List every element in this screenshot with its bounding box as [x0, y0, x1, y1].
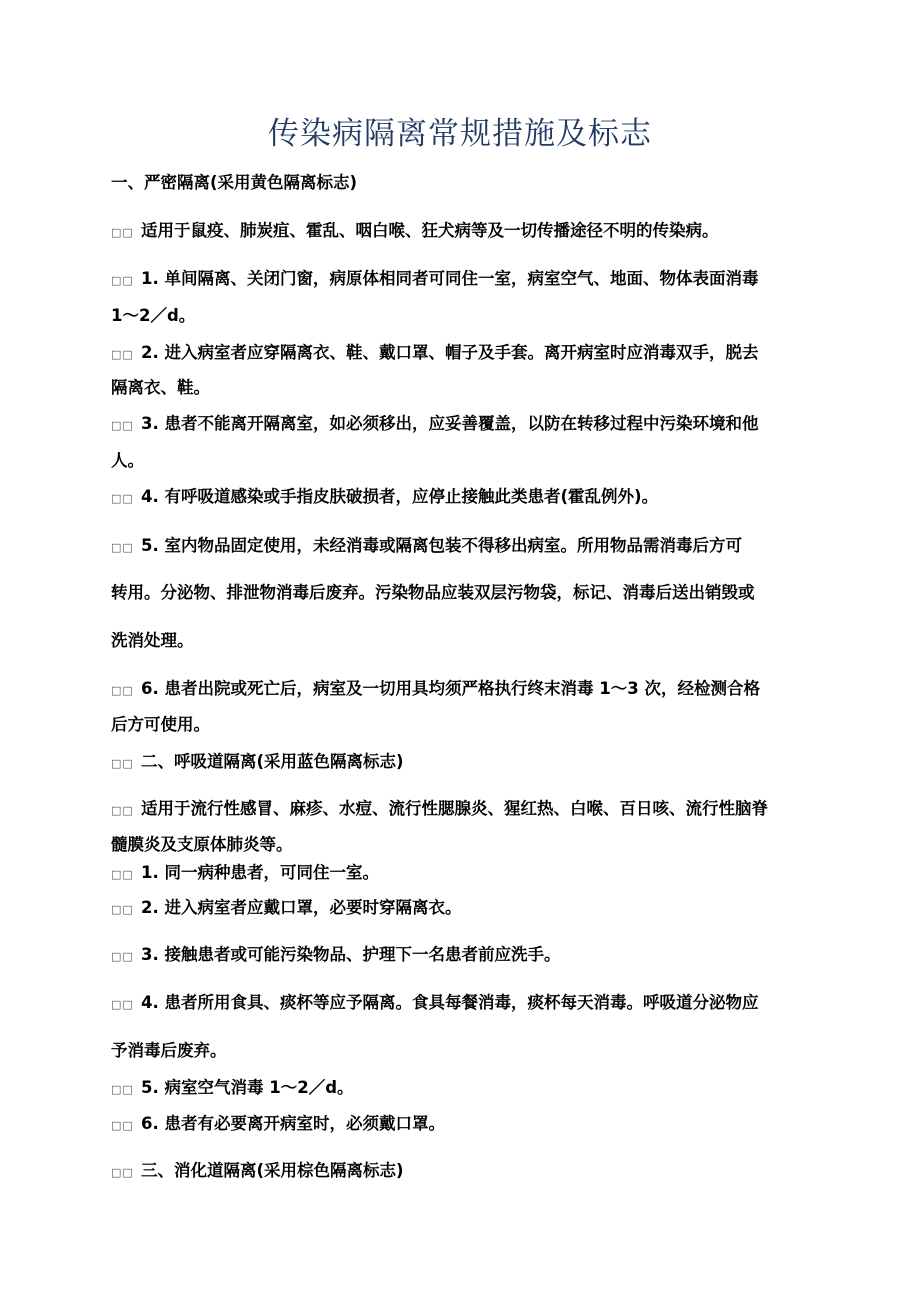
- indent-marker: [111, 751, 141, 775]
- section-heading-respiratory-isolation: □□二、呼吸道隔离(采用蓝色隔离标志): [111, 751, 811, 775]
- indent-marker: [111, 220, 141, 244]
- paragraph-line: 后方可使用。: [111, 715, 210, 734]
- indent-marker: [111, 486, 141, 510]
- indent-marker: [111, 944, 141, 968]
- indent-marker: [111, 1113, 141, 1137]
- paragraph-line: 转用。分泌物、排泄物消毒后废弃。污染物品应装双层污物袋，标记、消毒后送出销毁或: [111, 583, 755, 602]
- indent-marker: [111, 268, 141, 292]
- paragraph-line: 隔离衣、鞋。: [111, 378, 210, 397]
- paragraph-line: 1～2／d。: [111, 306, 196, 325]
- indent-marker: [111, 413, 141, 437]
- indent-marker: [111, 535, 141, 559]
- paragraph-line: □□4. 患者所用食具、痰杯等应予隔离。食具每餐消毒，痰杯每天消毒。呼吸道分泌物应: [111, 992, 811, 1016]
- paragraph-line: □□4. 有呼吸道感染或手指皮肤破损者，应停止接触此类患者(霍乱例外)。: [111, 486, 811, 510]
- paragraph-line: □□适用于鼠疫、肺炭疽、霍乱、咽白喉、狂犬病等及一切传播途径不明的传染病。: [111, 220, 811, 244]
- indent-marker: [111, 1160, 141, 1184]
- paragraph-line: □□6. 患者出院或死亡后，病室及一切用具均须严格执行终末消毒 1～3 次，经检测合格: [111, 678, 811, 702]
- indent-marker: [111, 678, 141, 702]
- section-heading-strict-isolation: 一、严密隔离(采用黄色隔离标志): [111, 173, 358, 192]
- paragraph-line: □□2. 进入病室者应穿隔离衣、鞋、戴口罩、帽子及手套。离开病室时应消毒双手，脱去: [111, 342, 811, 366]
- paragraph-line: □□1. 同一病种患者，可同住一室。: [111, 862, 811, 886]
- paragraph-line: □□2. 进入病室者应戴口罩，必要时穿隔离衣。: [111, 897, 811, 921]
- paragraph-line: 人。: [111, 451, 144, 470]
- document-title: 传染病隔离常规措施及标志: [268, 116, 652, 152]
- paragraph-line: □□6. 患者有必要离开病室时，必须戴口罩。: [111, 1113, 811, 1137]
- paragraph-line: 髓膜炎及支原体肺炎等。: [111, 835, 293, 854]
- paragraph-line: 洗消处理。: [111, 631, 194, 650]
- indent-marker: [111, 992, 141, 1016]
- paragraph-line: □□5. 病室空气消毒 1～2／d。: [111, 1077, 811, 1101]
- paragraph-line: □□适用于流行性感冒、麻疹、水痘、流行性腮腺炎、猩红热、白喉、百日咳、流行性脑脊: [111, 798, 811, 822]
- section-heading-digestive-isolation: □□三、消化道隔离(采用棕色隔离标志): [111, 1160, 811, 1184]
- indent-marker: [111, 1077, 141, 1101]
- indent-marker: [111, 342, 141, 366]
- paragraph-line: □□3. 患者不能离开隔离室，如必须移出，应妥善覆盖，以防在转移过程中污染环境和他: [111, 413, 811, 437]
- paragraph-line: 予消毒后废弃。: [111, 1041, 227, 1060]
- paragraph-line: □□1. 单间隔离、关闭门窗，病原体相同者可同住一室，病室空气、地面、物体表面消毒: [111, 268, 811, 292]
- paragraph-line: □□3. 接触患者或可能污染物品、护理下一名患者前应洗手。: [111, 944, 811, 968]
- indent-marker: [111, 798, 141, 822]
- indent-marker: [111, 897, 141, 921]
- paragraph-line: □□5. 室内物品固定使用，未经消毒或隔离包装不得移出病室。所用物品需消毒后方可: [111, 535, 811, 559]
- indent-marker: [111, 862, 141, 886]
